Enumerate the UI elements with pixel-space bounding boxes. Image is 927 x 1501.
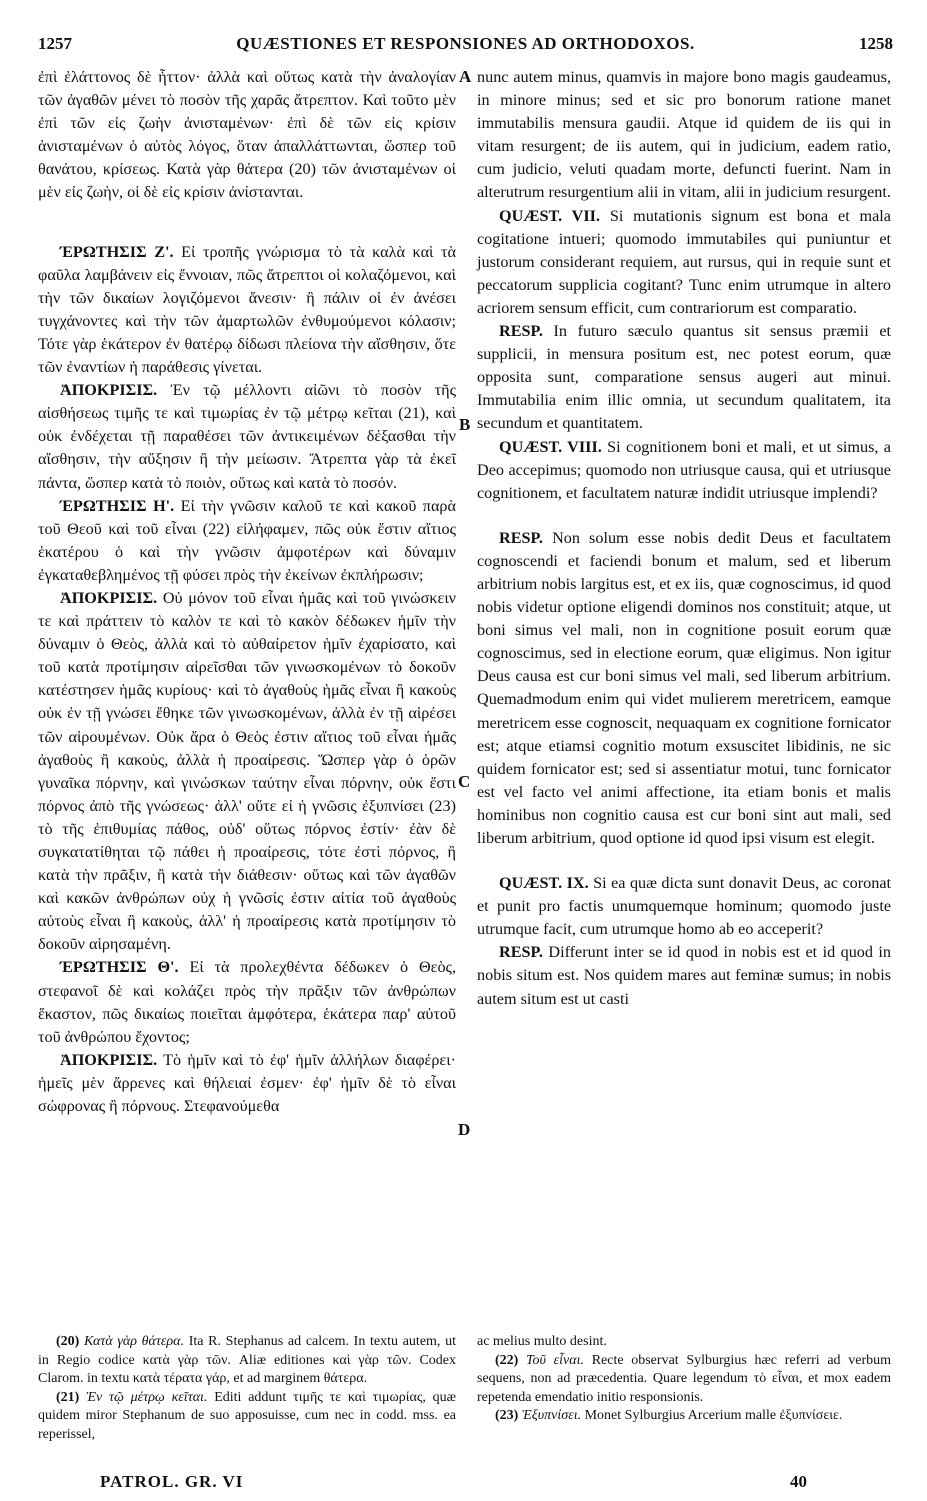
greek-column <box>38 66 456 1118</box>
margin-letter-c: C <box>458 772 471 791</box>
greek-question-9 <box>38 956 456 1048</box>
footnote-lemma: Ἐξυπνίσει. <box>521 1408 582 1423</box>
latin-question-7 <box>477 205 891 320</box>
answer-text: Non solum esse nobis dedit Deus et facultatem cognoscendi et faciendi bonum et malum, sed et liberum arbitrium nobis largitus est, et ex iis, quæ cognoscimus, id quod nobis videtur optione eligendi dominos nos constituit; atque, ut boni simus vel mali, non in cognitione posuit eorum quæ cognoscimus, sed in electione eorum, quæ eligimus. Non igitur Deus causa est cur boni simus vel mali, sed liberum arbitrium. Quemadmodum enim qui videt mulierem meretricem, eamque meretricem esse cognoscit, nequaquam ex cognitione fornicator est; atque etiamsi cognitio motum exsuscitet libidinis, ne sic quidem fornicator est; sed si assentiatur motui, tunc fornicator est vel facto vel animi affectione, ita etiam bonis et malis hominibus non cognitio causa est cur boni sint aut mali, sed liberum arbitrium, quod optione id quod ipsi visum est elegit. <box>477 528 892 847</box>
footnote-number: (22) <box>495 1352 519 1368</box>
margin-letter-a: A <box>459 67 472 86</box>
greek-answer-7 <box>38 379 456 494</box>
answer-text: Ἐν τῷ μέλλοντι αἰῶνι τὸ ποσὸν τῆς αἰσθήσεως τιμῆς τε καὶ τιμωρίας ἐν τῷ μέτρῳ κεῖται (21), καὶ οὐκ ἐνδέχεται τῇ παραθέσει τῶν ἀντικειμένων δέξασθαι τὴν αἴσθησιν, τὴν αὔξησιν ἢ τὴν μείωσιν. Ἄτρεπτα γὰρ τὰ ἐκεῖ πάντα, ὥσπερ κατὰ τὸ ποιὸν, οὕτως καὶ κατὰ τὸ ποσόν. <box>38 381 456 492</box>
footnote-23 <box>477 1407 891 1426</box>
question-text: Si mutationis signum est bona et mala cogitatione intueri; quomodo immutabiles qui puniuntur et justorum considerant requiem, aut rursus, qui in requie sunt et peccatorum supplicia cogitant? Tunc enim utrumque in altero acriorem sensum efficit, cum contrariorum est comparatio. <box>477 206 891 317</box>
footnote-lemma: Κατὰ γὰρ θάτερα. <box>84 1334 184 1349</box>
latin-paragraph-1: nunc autem minus, quamvis in majore bono magis gaudeamus, in minore minus; sed et sic pro bonorum ratione manet immutabilis mensura gaudii. Atque id quidem de iis qui in vitam resurgent; de iis autem, qui in judicium, eadem ratio, cum judicio, veluti quadam morte, defuncti fuerint. Nam in alterutrum resurgentium alii in vitam, alii in judicium resurgent. <box>477 68 891 202</box>
answer-text: Differunt inter se id quod in nobis est et id quod in nobis situm est. Nos quidem mares aut feminæ sumus; in nobis autem situm est ut casti <box>477 943 891 1008</box>
answer-text: Τὸ ἡμῖν καὶ τὸ ἐφ' ἡμῖν ἀλλήλων διαφέρει· ἡμεῖς μὲν ἄρρενες καὶ θήλειαί ἐσμεν· ἐφ' ἡμῖν δὲ τὸ εἶναι σώφρονας ἢ πόρνους. Στεφανούμεθα <box>38 1050 456 1116</box>
answer-label: RESP. <box>499 322 543 341</box>
question-label: QUÆST. VIII. <box>499 437 602 456</box>
footnote-number: (21) <box>56 1389 80 1405</box>
footnote-21-continuation: ac melius multo desint. <box>477 1334 607 1349</box>
latin-answer-9 <box>477 941 891 1010</box>
greek-answer-8 <box>38 587 456 957</box>
answer-text: In futuro sæculo quantus sit sensus præmii et supplicii, in mensura positum est, nec potest eorum, quæ opposita sunt, comparatione sensus augeri aut minui. Immutabilia enim illic omnia, ut secundum qualitatem, ita secundum et quantitatem. <box>477 322 892 433</box>
question-label: QUÆST. IX. <box>499 874 589 893</box>
answer-label: RESP. <box>499 528 543 547</box>
question-text: Εἰ τροπῆς γνώρισμα τὸ τὰ καλὰ καὶ τὰ φαῦλα λαμβάνειν εἰς ἔννοιαν, πῶς ἄτρεπτοι οἱ κολαζόμενοι, καὶ τὴν τῶν δικαίων λογιζόμενοι ἄνεσιν· ἢ πάλιν οἱ ἐν ἀνέσει τυγχάνοντες καὶ τὴν τῶν ἁμαρτωλῶν ἐνθυμούμενοι κόλασιν; Τότε γὰρ ἑκάτερον ἐν θατέρῳ δίδωσι πλείονα τὴν αἴσθησιν, ὅτε τῶν ἐναντίων ἡ παράθεσις γίνεται. <box>38 242 456 377</box>
question-label: ΈΡΩΤΗΣΙΣ Η'. <box>60 496 175 515</box>
question-text: Εἰ τὰ προλεχθέντα δέδωκεν ὁ Θεὸς, στεφανοῖ δὲ καὶ κολάζει πρὸς τὴν πρᾶξιν τῶν ἀνθρώπων ἕκαστον, πῶς δικαίως ποιεῖται ἀμφότερα, ἑκάτερα παρ' αὐτοῦ τοῦ ἀνθρώπου ἔχοντος; <box>38 958 457 1046</box>
answer-label: ἈΠΟΚΡΙΣΙΣ. <box>60 588 158 607</box>
latin-question-8 <box>477 436 891 505</box>
gathering-signature: 40 <box>790 1472 807 1491</box>
footnote-text: Editi addunt τιμῆς τε καὶ τιμωρίας, quæ quidem miror Stephanum de suo apposuisse, cum nec in codd. mss. ea reperissel, <box>38 1389 457 1442</box>
series-signature: PATROL. GR. VI <box>100 1472 244 1491</box>
question-text: Εἰ τὴν γνῶσιν καλοῦ τε καὶ κακοῦ παρὰ τοῦ Θεοῦ καὶ τοῦ εἶναι (22) εἰλήφαμεν, πῶς οὐκ ἔστιν αἴτιος ἑκατέρου ὁ καὶ τὴν γνῶσιν ἀμφοτέρων καὶ δύναμιν ἐγκαταθεβλημένος τῇ φύσει πρὸς τὴν ἐκείνων ἐκπλήρωσιν; <box>38 496 456 584</box>
answer-text: Οὐ μόνον τοῦ εἶναι ἡμᾶς καὶ τοῦ γινώσκειν τε καὶ πράττειν τὸ καλὸν τε καὶ τὸ κακὸν δέδωκεν ἡμῖν τὴν δύναμιν ὁ Θεὸς, ἀλλὰ καὶ τὸ αὐθαίρετον ἡμῖν ἐχαρίσατο, καὶ τοῦ κατὰ προτίμησιν αἱρεῖσθαι τῶν γινωσκομένων τὸ δοκοῦν κατέστησεν ἡμᾶς κυρίους· καὶ τὸ ἀγαθοὺς ἡμᾶς εἶναι ἢ κακοὺς οὐκ ἐν τῇ γνώσει ἔθηκε τῶν γινωσκομένων, ἀλλὰ ἐν τῇ αἱρέσει τῶν αἱρουμένων. Οὐκ ἄρα ὁ Θεὸς ἐστιν αἴτιος τοῦ εἶναι ἡμᾶς ἀγαθοὺς ἢ κακοὺς, ἀλλὰ ἡ προαίρεσις. Ὥσπερ γὰρ ὁ ὁρῶν γυναῖκα πόρνην, καὶ γινώσκων ταύτην εἶναι πόρνην, οὐκ ἔστι πόρνος ἀπὸ τῆς γνώσεως· ἀλλ' οὔτε εἰ ἡ γνῶσις ἐξυπνίσει (23) τὸ τῆς ἐπιθυμίας πάθος, οὐδ' οὕτως πόρνος ἐστίν· ἐὰν δὲ συγκατατίθηται τῷ πάθει ἡ προαίρεσις, τότε ἐστὶ πόρνος, ἢ κατὰ τὴν πρᾶξιν, ἢ κατὰ τὴν διάθεσιν· οὕτως καὶ τῶν ἀγαθῶν καὶ κακῶν ἀνθρώπων οὐχ ἡ γνῶσίς ἐστιν αἰτία τοῦ ἀγαθοὺς αὐτοὺς εἶναι ἢ κακοὺς, ἀλλ' ἡ προαίρεσις κατὰ προτίμησιν τὸ δοκοῦν αἱρησαμένη. <box>38 588 457 954</box>
footnote-22 <box>477 1352 891 1408</box>
page-number-right: 1258 <box>859 34 893 53</box>
question-label: ΈΡΩΤΗΣΙΣ Ζ'. <box>60 242 174 261</box>
page-number-left: 1257 <box>38 34 72 53</box>
question-label: QUÆST. VII. <box>499 206 600 225</box>
answer-label: RESP. <box>499 943 543 962</box>
greek-question-8 <box>38 495 456 587</box>
page-footer <box>100 1472 867 1494</box>
latin-answer-8 <box>477 527 891 850</box>
greek-answer-9 <box>38 1049 456 1118</box>
footnote-text: Monet Sylburgius Arcerium malle ἐξυπνίσειε. <box>584 1408 843 1423</box>
greek-question-7 <box>38 241 456 380</box>
latin-answer-7 <box>477 320 891 435</box>
footnote-text: Ita R. Stephanus ad calcem. In textu autem, ut in Regio codice κατὰ γὰρ τῶν. Aliæ editiones καὶ γὰρ τῶν. Codex Clarom. in textu κατὰ τέρατα γάρ, et ad marginem θάτερα. <box>38 1334 457 1386</box>
greek-paragraph-1: ἐπὶ ἐλάττονος δὲ ἧττον· ἀλλὰ καὶ οὕτως κατὰ τὴν ἀναλογίαν τῶν ἀγαθῶν μένει τὸ ποσὸν τῆς χαρᾶς ἄτρεπτον. Καὶ τοῦτο μὲν ἐπὶ τῶν εἰς ζωὴν ἀνισταμένων· ἐπὶ δὲ τῶν εἰς κρίσιν ἀνισταμένων ὁ αὐτὸς λόγος, ὅταν ἀπαλλάττωνται, ὥσπερ τοῦ θανάτου, κρίσεως. Κατὰ γὰρ θάτερα (20) τῶν ἀνισταμένων οἱ μὲν εἰς ζωὴν, οἱ δὲ εἰς κρίσιν ἀνίστανται. <box>38 68 456 202</box>
footnote-21 <box>38 1389 456 1445</box>
margin-letter-d: D <box>458 1120 471 1139</box>
footnote-lemma: Ἐν τῷ μέτρῳ κεῖται. <box>86 1389 208 1405</box>
latin-question-9 <box>477 872 891 941</box>
footnotes-left <box>38 1333 456 1444</box>
question-text: Si ea quæ dicta sunt donavit Deus, ac coronat et punit pro factis unumquemque hominum; quomodo juste utrumque facit, cum utrumque homo ab eo acceperit? <box>477 874 892 939</box>
answer-label: ἈΠΟΚΡΙΣΙΣ. <box>60 381 158 400</box>
footnote-20 <box>38 1333 456 1389</box>
footnote-lemma: Τοῦ εἶναι. <box>526 1352 584 1368</box>
footnote-number: (23) <box>495 1408 519 1423</box>
running-header <box>38 34 893 60</box>
footnote-text: Recte observat Sylburgius hæc referri ad verbum sequens, non ad præcedentia. Quare legendum τὸ εἶναι, et mox eadem repetenda emendatio initio responsionis. <box>477 1352 891 1405</box>
margin-letter-b: B <box>459 415 471 434</box>
question-label: ΈΡΩΤΗΣΙΣ Θ'. <box>60 958 179 977</box>
footnote-number: (20) <box>56 1334 80 1349</box>
running-title: QUÆSTIONES ET RESPONSIONES AD ORTHODOXOS. <box>236 34 695 53</box>
answer-label: ἈΠΟΚΡΙΣΙΣ. <box>60 1050 158 1069</box>
question-text: Si cognitionem boni et mali, et ut simus, a Deo accepimus; quomodo non utriusque causa, qui et utriusque cognitionem, et facultatem naturæ indidit utriusque implendi? <box>477 437 891 502</box>
latin-column <box>477 66 891 1011</box>
footnotes-right <box>477 1333 891 1426</box>
